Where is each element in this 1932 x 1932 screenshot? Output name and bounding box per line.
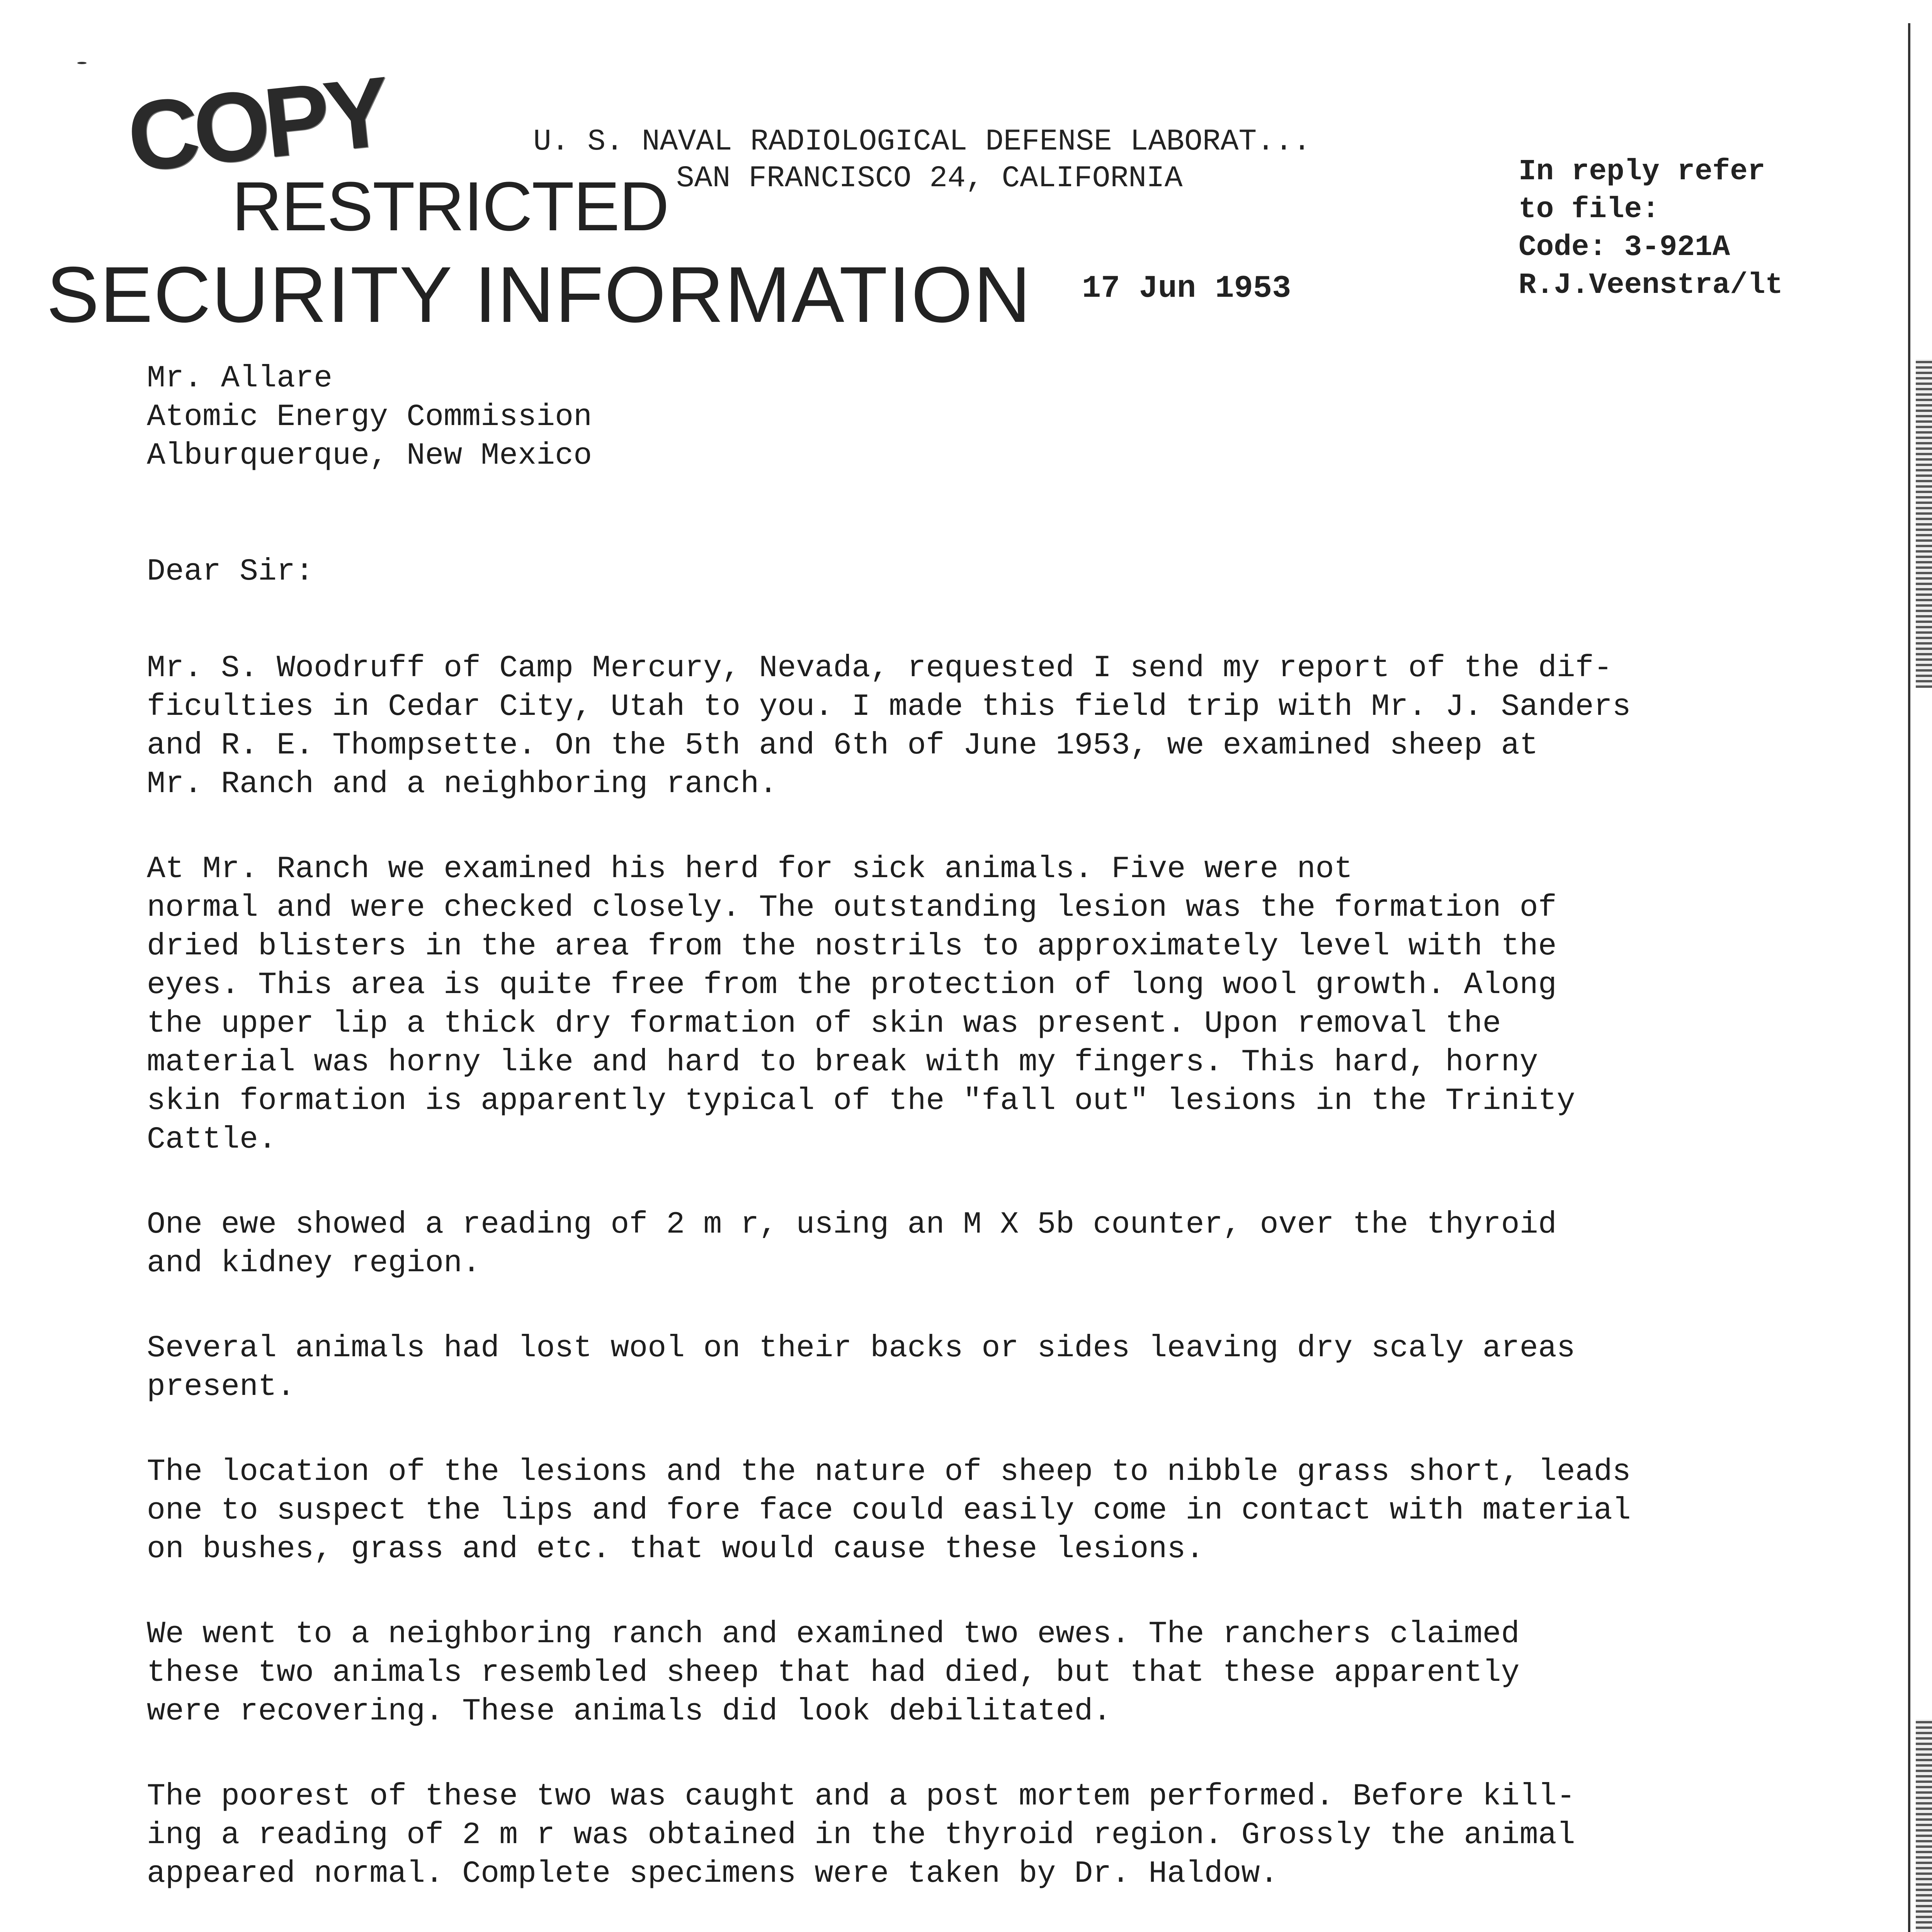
reply-line-2: to file: [1519, 193, 1660, 226]
paragraph-2: At Mr. Ranch we examined his herd for sick animals. Five were not normal and were checked closely. The outstanding lesion was the formation of dried blisters in the area from the nostrils to approximately level with the eyes. This area is quite free from the protection of long wool growth. Along the upper lip a thick dry formation of skin was present. Upon removal the material was horny like and hard to break with my fingers. This hard, horny skin formation is apparently typical of the "fall out" lesions in the Trinity Cattle. [147, 852, 1575, 1157]
recipient-name: Mr. Allare [147, 361, 333, 396]
letter-body [147, 359, 1808, 1932]
scan-edge-line [1908, 23, 1910, 1932]
restricted-stamp-top: RESTRICTED [232, 168, 669, 245]
reply-reference-block [1519, 153, 1866, 304]
reply-line-1: In reply refer [1519, 155, 1765, 188]
reply-initials: R.J.Veenstra/lt [1519, 269, 1783, 302]
letter-date: 17 Jun 1953 [1082, 270, 1291, 306]
recipient-city: Alburquerque, New Mexico [147, 438, 592, 473]
security-information-stamp: SECURITY INFORMATION [46, 250, 1032, 339]
paragraph-3: One ewe showed a reading of 2 m r, using an M X 5b counter, over the thyroid and kidney region. [147, 1207, 1557, 1281]
reply-code: Code: 3-921A [1519, 231, 1730, 264]
scan-edge-band-bottom [1916, 1719, 1932, 1932]
recipient-address [147, 359, 1808, 475]
salutation: Dear Sir: [147, 554, 314, 589]
paragraph-5: The location of the lesions and the nature of sheep to nibble grass short, leads one to suspect the lips and fore face could easily come in contact with material on bushes, grass and etc. that would cause these lesions. [147, 1454, 1631, 1567]
letterhead-line-1: U. S. NAVAL RADIOLOGICAL DEFENSE LABORAT... [533, 125, 1311, 159]
scan-edge-band-top [1916, 359, 1932, 688]
paragraph-7: The poorest of these two was caught and a post mortem performed. Before kill- ing a reading of 2 m r was obtained in the thyroid region. Grossly the animal appeared normal. Complete specimens were taken by Dr. Haldow. [147, 1779, 1575, 1891]
scan-speck [77, 62, 87, 64]
copy-stamp-top: COPY [122, 56, 390, 193]
paragraph-6: We went to a neighboring ranch and examined two ewes. The ranchers claimed these two animals resembled sheep that had died, but that these apparently were recovering. These animals did look debilitated. [147, 1617, 1520, 1729]
letterhead-line-2: SAN FRANCISCO 24, CALIFORNIA [676, 162, 1183, 196]
recipient-organization: Atomic Energy Commission [147, 400, 592, 435]
paragraph-4: Several animals had lost wool on their backs or sides leaving dry scaly areas present. [147, 1331, 1575, 1405]
paragraph-1: Mr. S. Woodruff of Camp Mercury, Nevada, requested I send my report of the dif- ficulties in Cedar City, Utah to you. I made this field trip with Mr. J. Sanders and R. E. Thompsette. On the 5th and 6th of June 1953, we examined sheep at Mr. Ranch and a neighboring ranch. [147, 651, 1631, 802]
letterhead [533, 124, 1422, 197]
